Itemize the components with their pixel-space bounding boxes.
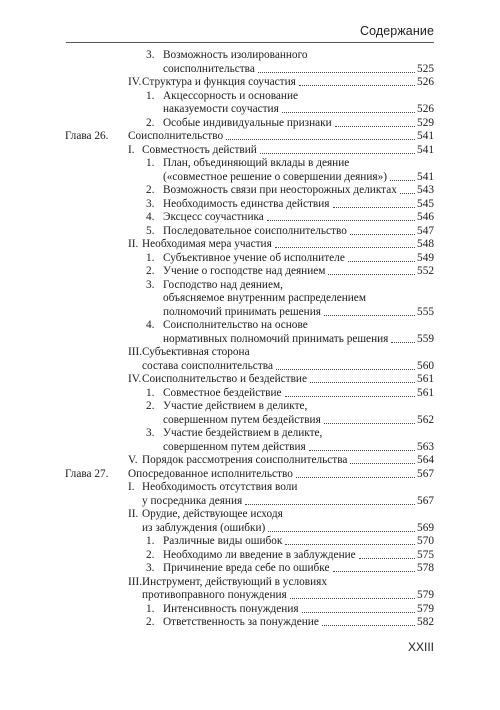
toc-page-number: 547	[417, 224, 434, 237]
toc-entry-number: 1.	[146, 89, 155, 102]
toc-entry-number: IV.	[128, 76, 142, 88]
toc-row	[0, 183, 500, 197]
toc-row	[0, 426, 500, 440]
toc-entry	[163, 426, 434, 440]
toc-row	[0, 210, 500, 224]
dot-leader	[328, 274, 415, 275]
toc-entry	[163, 602, 434, 616]
toc-entry	[142, 480, 434, 494]
toc-page-number: 526	[417, 76, 434, 88]
toc-row	[0, 588, 500, 602]
toc-entry-number: II.	[128, 508, 139, 520]
toc-entry	[142, 494, 434, 508]
toc-entry-number: 3.	[146, 49, 155, 61]
toc-page-number: 563	[417, 440, 434, 453]
toc-page-number: 560	[417, 359, 434, 372]
toc-row	[0, 359, 500, 373]
toc-entry	[163, 399, 434, 413]
toc-page-number: 561	[417, 386, 434, 399]
toc-row	[0, 291, 500, 305]
toc-entry-title: Возможность связи при неосторожных деликтах	[163, 184, 397, 196]
toc-row	[0, 170, 500, 184]
toc-row	[0, 102, 500, 116]
toc-entry	[163, 386, 434, 400]
toc-entry-title: объясняемое внутренним распределением	[163, 292, 366, 304]
toc-entry	[163, 210, 434, 224]
toc-entry-number: 2.	[146, 616, 155, 628]
toc-page-number: 543	[417, 184, 434, 196]
toc-entry-title: из заблуждения (ошибки)	[142, 521, 266, 534]
toc-entry-number: 5.	[146, 224, 155, 237]
toc-row	[0, 507, 500, 521]
toc-entry-number: 3.	[146, 278, 155, 291]
toc-page-number: 578	[417, 562, 434, 574]
dot-leader	[260, 153, 415, 154]
dot-leader	[276, 369, 415, 370]
dot-leader	[309, 450, 415, 451]
dot-leader	[333, 207, 416, 208]
running-header: Содержание	[359, 24, 434, 38]
toc-entry	[163, 318, 434, 332]
toc-entry	[142, 372, 434, 386]
toc-entry-number: III.	[128, 346, 143, 358]
dot-leader	[390, 180, 415, 181]
toc-row	[0, 413, 500, 427]
toc-entry	[163, 264, 434, 278]
toc-entry-number: IV.	[128, 373, 142, 385]
toc-page-number: 570	[417, 535, 434, 547]
toc-entry	[163, 197, 434, 211]
toc-page-number: 526	[417, 103, 434, 115]
toc-entry	[142, 575, 434, 589]
toc-entry	[163, 156, 434, 170]
toc-entry-title: Совместность действий	[142, 143, 257, 156]
toc-entry-title: полномочий принимать решения	[163, 305, 321, 318]
toc-entry	[142, 507, 434, 521]
dot-leader	[296, 477, 415, 478]
toc-entry-number: 1.	[146, 157, 155, 169]
dot-leader	[400, 193, 415, 194]
toc-row	[0, 345, 500, 359]
toc-entry-title: Необходимо ли введение в заблуждение	[163, 548, 356, 561]
toc-entry-number: I.	[128, 143, 135, 156]
toc-row	[0, 224, 500, 238]
toc-chapter-label: Глава 26.	[65, 130, 109, 142]
toc-row	[0, 521, 500, 535]
toc-entry	[163, 251, 434, 265]
toc-row	[0, 75, 500, 89]
toc-row	[0, 237, 500, 251]
dot-leader	[245, 504, 415, 505]
toc-entry-title: совершенном путем бездействия	[163, 413, 321, 426]
toc-page-number: 545	[417, 197, 434, 210]
toc-page-number: 549	[417, 251, 434, 264]
toc-page-number: 559	[417, 332, 434, 345]
toc-row	[0, 386, 500, 400]
toc-entry-title: Возможность изолированного	[163, 49, 308, 61]
dot-leader	[350, 463, 415, 464]
dot-leader	[299, 85, 415, 86]
toc-entry-title: Необходимость единства действия	[163, 197, 330, 210]
toc-page-number: 529	[417, 116, 434, 129]
toc-entry-title: Орудие, действующее исходя	[142, 508, 283, 520]
dot-leader	[258, 72, 415, 73]
dot-leader	[350, 234, 415, 235]
toc-page-number: 582	[417, 616, 434, 628]
dot-leader	[302, 612, 415, 613]
toc-page-number: 567	[417, 494, 434, 507]
toc-entry	[163, 548, 434, 562]
toc-row	[0, 399, 500, 413]
toc-entry-title: соисполнительства	[163, 62, 255, 75]
toc-entry-title: Субъективное учение об исполнителе	[163, 251, 345, 264]
toc-entry-number: 3.	[146, 197, 155, 210]
toc-row	[0, 62, 500, 76]
toc-entry-title: Субъективная сторона	[142, 346, 250, 358]
dot-leader	[285, 396, 415, 397]
toc-row	[0, 534, 500, 548]
toc-entry-title: Порядок рассмотрения соисполнительства	[142, 454, 348, 466]
toc-entry-title: у посредника деяния	[142, 494, 243, 507]
dot-leader	[275, 247, 415, 248]
toc-entry-number: 2.	[146, 184, 155, 196]
toc-entry	[163, 170, 434, 184]
toc-entry-number: V.	[128, 454, 138, 466]
toc-page-number: 548	[417, 238, 434, 250]
toc-row	[0, 548, 500, 562]
toc-entry-title: Соисполнительство и бездействие	[142, 373, 307, 385]
header-rule	[66, 42, 434, 43]
toc-row	[0, 143, 500, 157]
toc-entry	[163, 62, 434, 76]
toc-page-number: 569	[417, 521, 434, 534]
toc-entry	[163, 116, 434, 130]
dot-leader	[226, 139, 415, 140]
toc-row	[0, 48, 500, 62]
toc-row	[0, 615, 500, 629]
dot-leader	[324, 315, 415, 316]
toc-entry-number: 1.	[146, 535, 155, 547]
toc-entry-title: Причинение вреда себе по ошибке	[163, 562, 330, 574]
dot-leader	[391, 342, 415, 343]
toc-entry-number: 2.	[146, 265, 155, 277]
toc-entry-title: Акцессорность и основание	[163, 89, 299, 102]
toc-entry	[163, 305, 434, 319]
dot-leader	[348, 261, 415, 262]
toc-entry	[128, 129, 434, 143]
toc-entry-title: Опосредованное исполнительство	[128, 467, 293, 480]
toc-entry	[163, 48, 434, 62]
toc-entry	[142, 453, 434, 467]
toc-row	[0, 372, 500, 386]
toc-entry	[163, 615, 434, 629]
toc-entry-title: Инструмент, действующий в условиях	[142, 575, 327, 588]
toc-row	[0, 278, 500, 292]
toc-page-number: 575	[417, 548, 434, 561]
dot-leader	[267, 220, 415, 221]
toc-row	[0, 332, 500, 346]
toc-row	[0, 251, 500, 265]
toc-entry	[163, 89, 434, 103]
toc-entry	[163, 102, 434, 116]
toc-row	[0, 156, 500, 170]
toc-entry-title: противоправного понуждения	[142, 589, 287, 601]
toc-row	[0, 129, 500, 143]
toc-entry-title: («совместное решение о совершении деяния»)	[163, 170, 387, 183]
toc-entry	[163, 224, 434, 238]
dot-leader	[322, 625, 415, 626]
toc-entry-title: Последовательное соисполнительство	[163, 224, 347, 237]
toc-page-number: 579	[417, 589, 434, 601]
toc-row	[0, 305, 500, 319]
toc-entry-title: Необходимость отсутствия воли	[142, 481, 298, 493]
toc-entry-number: 3.	[146, 427, 155, 439]
toc-row	[0, 116, 500, 130]
toc-row	[0, 318, 500, 332]
toc-entry-title: Структура и функция соучастия	[142, 76, 296, 88]
toc-entry	[163, 291, 434, 305]
toc-entry-title: Необходимая мера участия	[142, 238, 272, 250]
toc-entry-number: 1.	[146, 602, 155, 615]
toc-entry-title: Участие действием в деликте,	[163, 400, 308, 412]
toc-row	[0, 575, 500, 589]
toc-entry-number: 1.	[146, 386, 155, 399]
toc-page-number: 541	[417, 130, 434, 142]
toc-entry	[142, 75, 434, 89]
toc-entry-title: Соисполнительство на основе	[163, 319, 308, 331]
toc-entry-title: Соисполнительство	[128, 130, 224, 142]
toc-entry	[163, 440, 434, 454]
toc-entry	[142, 237, 434, 251]
toc-entry	[142, 359, 434, 373]
toc-entry-number: II.	[128, 238, 139, 250]
toc-entry-number: 3.	[146, 562, 155, 574]
toc-entry-title: Различные виды ошибок	[163, 535, 283, 547]
toc-row	[0, 467, 500, 481]
toc-page-number: 555	[417, 305, 434, 318]
dot-leader	[333, 571, 416, 572]
toc-entry	[142, 345, 434, 359]
toc-entry-number: 2.	[146, 116, 155, 129]
toc-page-number: 579	[417, 602, 434, 615]
toc-entry-title: совершенном путем действия	[163, 440, 306, 453]
toc-entry-number: I.	[128, 481, 135, 493]
dot-leader	[324, 423, 415, 424]
toc-page-number: 562	[417, 413, 434, 426]
toc-entry-title: нормативных полномочий принимать решения	[163, 332, 389, 345]
toc-entry-title: Особые индивидуальные признаки	[163, 116, 332, 129]
toc-page-number: 541	[417, 143, 434, 156]
toc-row	[0, 89, 500, 103]
toc-entry	[163, 534, 434, 548]
toc-page-number: 546	[417, 211, 434, 223]
toc-entry-title: Совместное бездействие	[163, 386, 282, 399]
toc-page-number: 567	[417, 467, 434, 480]
toc-entry-title: План, объединяющий вклады в деяние	[163, 157, 350, 169]
toc-entry-title: Господство над деянием,	[163, 278, 283, 291]
toc-entry-title: Ответственность за понуждение	[163, 616, 319, 628]
toc-page-number: 552	[417, 265, 434, 277]
toc-page-number: 525	[417, 62, 434, 75]
toc-page-number: 564	[417, 454, 434, 466]
toc-entry	[142, 588, 434, 602]
dot-leader	[285, 544, 415, 545]
toc-row	[0, 264, 500, 278]
toc-entry-number: 1.	[146, 251, 155, 264]
toc-entry-number: 2.	[146, 548, 155, 561]
toc-entry-title: Эксцесс соучастника	[163, 211, 264, 223]
toc-entry	[128, 467, 434, 481]
toc-row	[0, 602, 500, 616]
toc-entry-title: состава соисполнительства	[142, 359, 273, 372]
toc-entry	[142, 521, 434, 535]
toc-entry-number: 4.	[146, 211, 155, 223]
dot-leader	[268, 531, 415, 532]
toc-entry	[163, 183, 434, 197]
toc-entry-number: 2.	[146, 400, 155, 412]
toc-row	[0, 561, 500, 575]
toc-row	[0, 480, 500, 494]
toc-entry-title: Участие бездействием в деликте,	[163, 427, 323, 439]
page-folio: XXIII	[407, 640, 434, 654]
toc-entry	[163, 278, 434, 292]
toc-entry	[163, 561, 434, 575]
toc-page-number: 561	[417, 373, 434, 385]
toc-entry-title: Учение о господстве над деянием	[163, 265, 326, 277]
dot-leader	[310, 382, 415, 383]
toc-entry-number: 4.	[146, 319, 155, 331]
toc-entry	[163, 332, 434, 346]
toc-entry-number: III.	[128, 575, 143, 588]
toc-page-number: 541	[417, 170, 434, 183]
toc-entry-title: наказуемости соучастия	[163, 103, 279, 115]
toc-entry	[142, 143, 434, 157]
dot-leader	[335, 126, 415, 127]
toc-entry-title: Интенсивность понуждения	[163, 602, 299, 615]
toc-row	[0, 197, 500, 211]
toc-row	[0, 494, 500, 508]
dot-leader	[290, 598, 415, 599]
toc-chapter-label: Глава 27.	[65, 467, 109, 480]
toc-row	[0, 440, 500, 454]
dot-leader	[282, 112, 415, 113]
dot-leader	[359, 558, 415, 559]
toc-row	[0, 453, 500, 467]
toc-entry	[163, 413, 434, 427]
